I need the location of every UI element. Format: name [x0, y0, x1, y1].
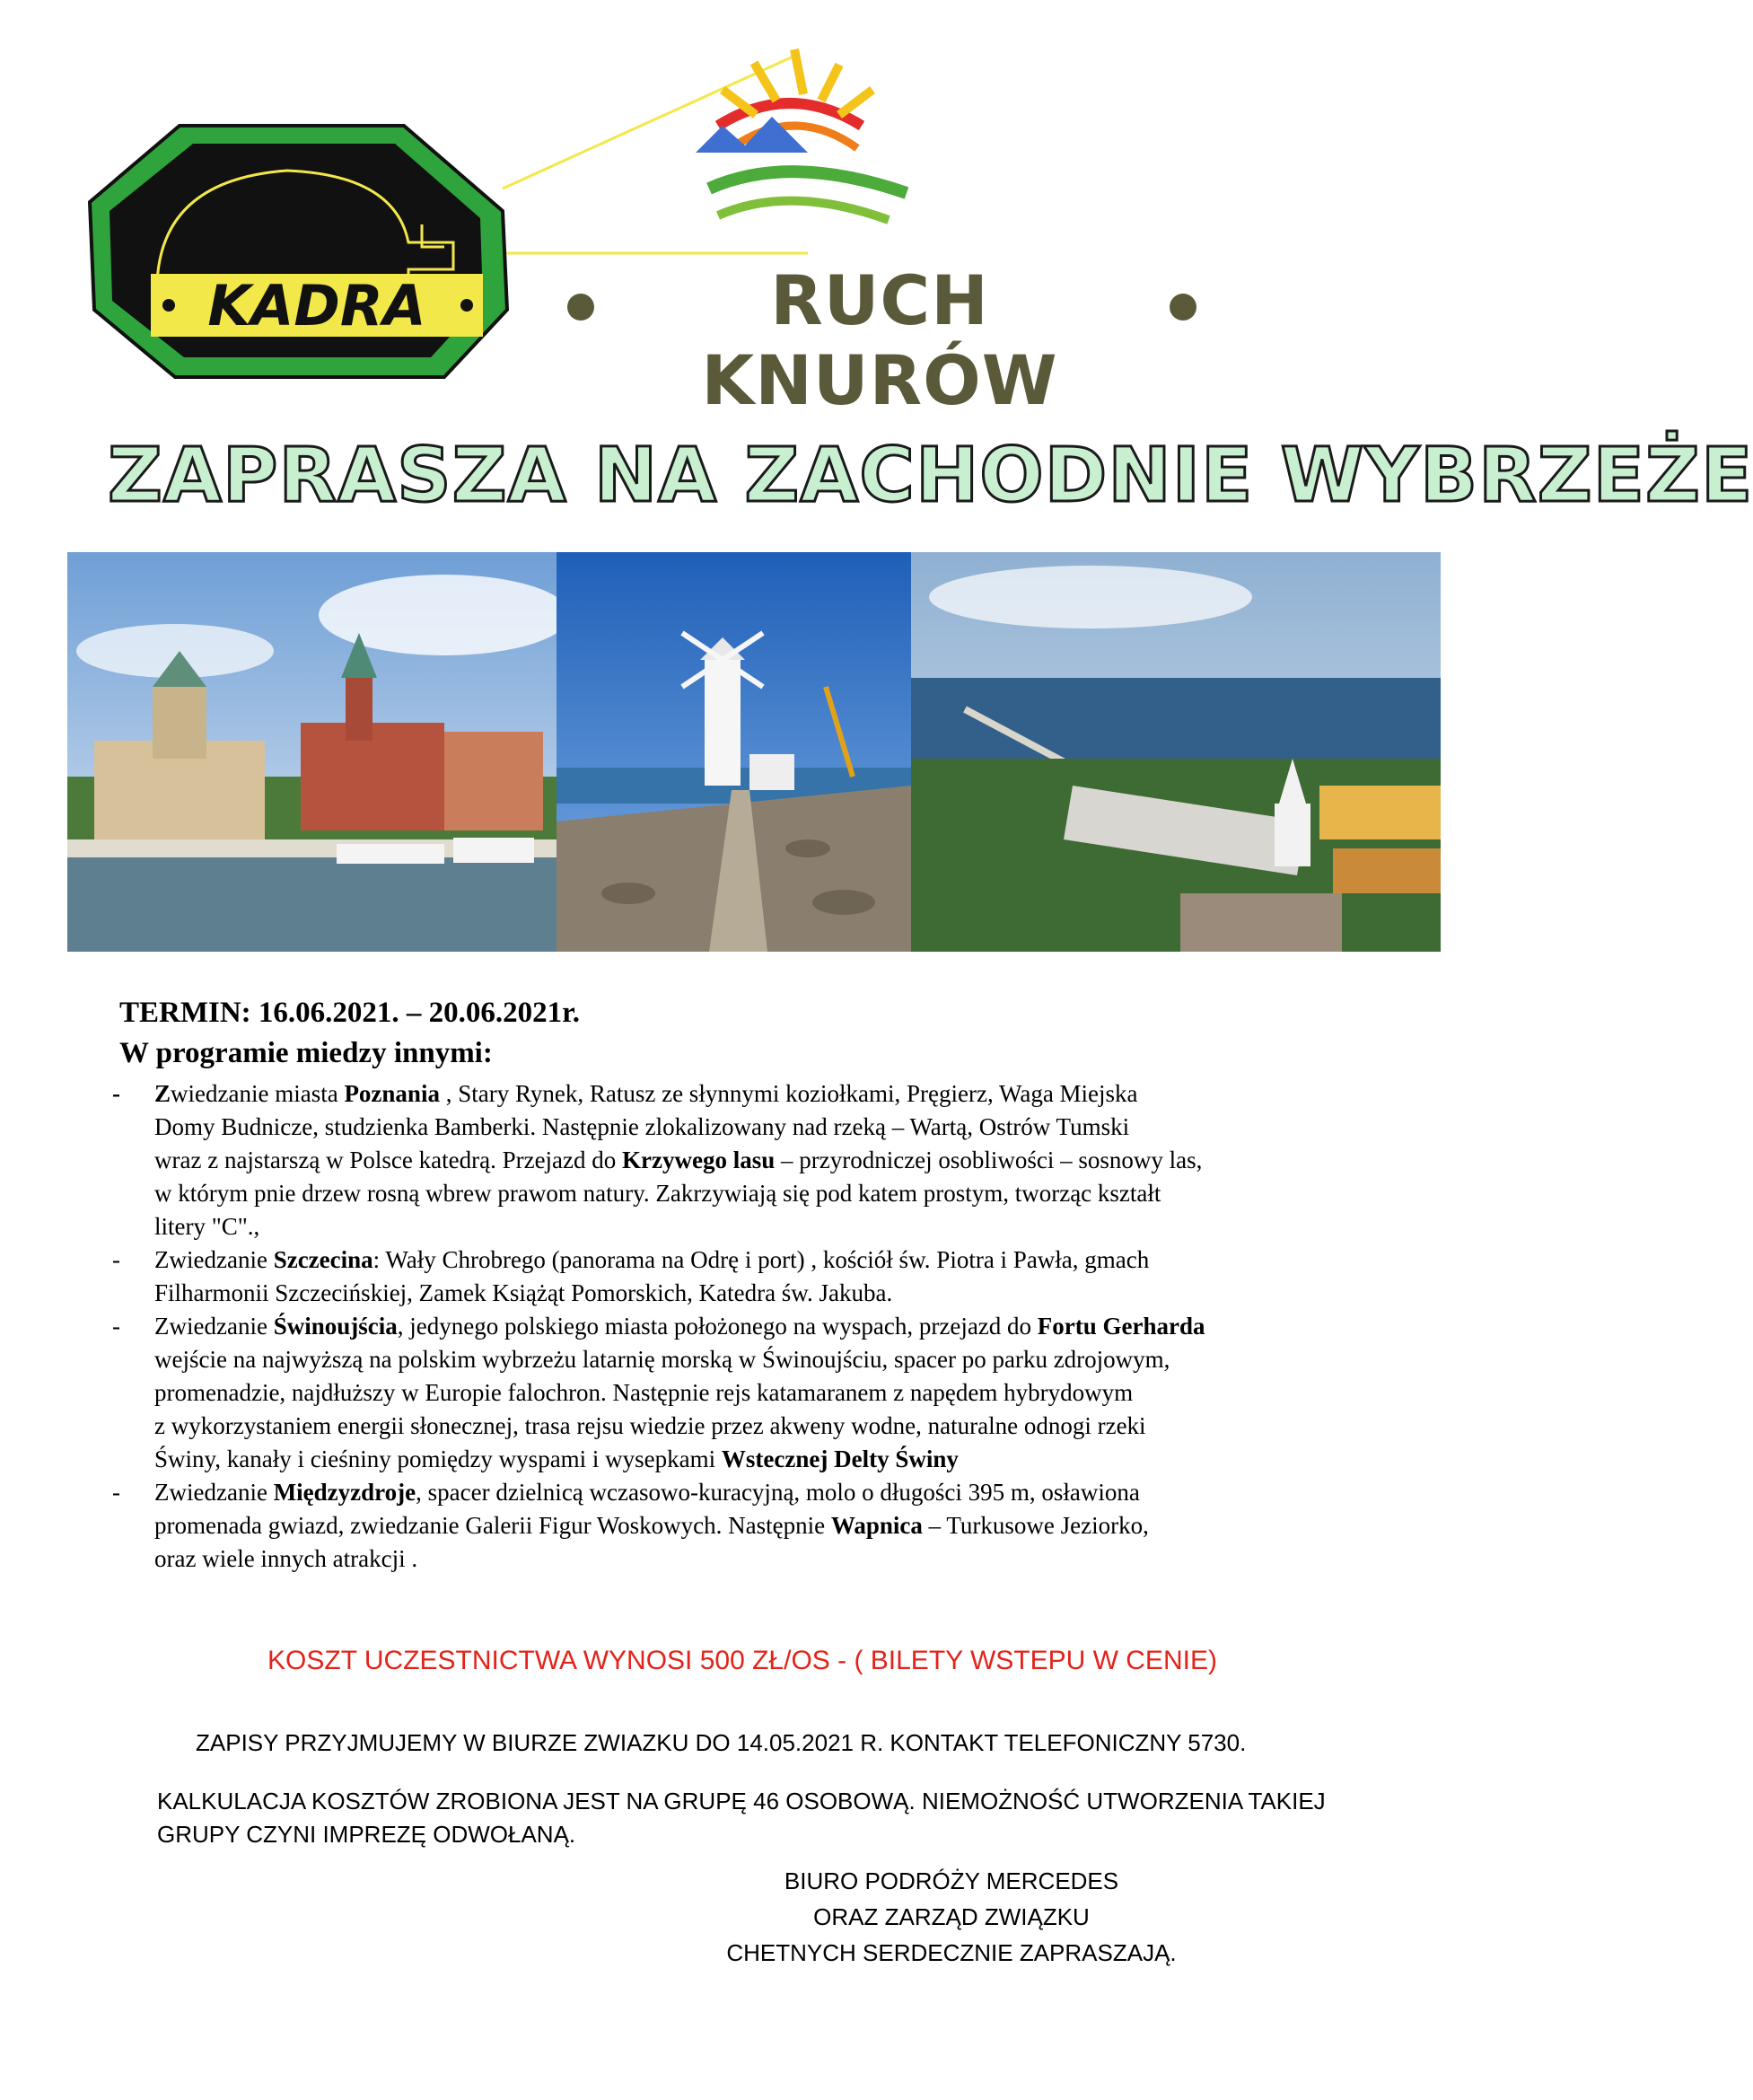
- program-item-line: Zwiedzanie miasta Poznania , Stary Rynek, Ratusz ze słynnymi koziołkami, Pręgierz, Waga Miejska: [154, 1080, 1138, 1107]
- program-item-line: Zwiedzanie Międzyzdroje, spacer dzielnicą wczasowo-kuracyjną, molo o długości 395 m, osławiona: [154, 1479, 1140, 1506]
- program-item-line: wraz z najstarszą w Polsce katedrą. Przejazd do Krzywego lasu – przyrodniczej osobliwości – sosnowy las,: [154, 1147, 1203, 1173]
- org-name: RUCH KNURÓW: [701, 260, 1058, 420]
- list-dash: -: [112, 1246, 120, 1273]
- program-item-line: z wykorzystaniem energii słonecznej, trasa rejsu wiedzie przez akweny wodne, naturalne odnogi rzeki: [154, 1412, 1146, 1439]
- program-item-line: litery "C".,: [154, 1213, 260, 1240]
- program-item-line: Filharmonii Szczecińskiej, Zamek Książąt Pomorskich, Katedra św. Jakuba.: [154, 1279, 893, 1306]
- headline: ZAPRASZA NA ZACHODNIE WYBRZEŻE: [108, 431, 1753, 519]
- program-item-line: promenada gwiazd, zwiedzanie Galerii Figur Woskowych. Następnie Wapnica – Turkusowe Jeziorko,: [154, 1512, 1149, 1539]
- signature-line: BIURO PODRÓŻY MERCEDES: [784, 1867, 1119, 1894]
- program-item: [108, 1077, 1445, 1243]
- program-item-line: wejście na najwyższą na polskim wybrzeżu latarnię morską w Świnoujściu, spacer po parku zdrojowym,: [154, 1346, 1170, 1373]
- cost-notice: KOSZT UCZESTNICTWA WYNOSI 500 ZŁ/OS - ( BILETY WSTEPU W CENIE): [267, 1646, 1217, 1675]
- enrollment-notice: ZAPISY PRZYJMUJEMY W BIURZE ZWIAZKU DO 14.05.2021 R. KONTAKT TELEFONICZNY 5730.: [196, 1729, 1247, 1756]
- signature: [709, 1863, 1194, 1971]
- photo-miedzyzdroje-molo: [911, 552, 1441, 952]
- calculation-notice: [157, 1785, 1414, 1851]
- signature-line: ORAZ ZARZĄD ZWIĄZKU: [813, 1903, 1090, 1930]
- program-item: [108, 1310, 1445, 1476]
- sun-mountain-logo: [696, 49, 907, 220]
- list-dash: -: [112, 1080, 120, 1107]
- program-item-line: Świny, kanały i cieśniny pomiędzy wyspami i wysepkami Wstecznej Delty Świny: [154, 1445, 959, 1472]
- trip-dates: TERMIN: 16.06.2021. – 20.06.2021r.: [119, 997, 581, 1029]
- program-title: W programie miedzy innymi:: [119, 1037, 493, 1069]
- photo-swinoujscie-stawa-mlyny: [557, 552, 911, 952]
- calculation-line: KALKULACJA KOSZTÓW ZROBIONA JEST NA GRUPĘ 46 OSOBOWĄ. NIEMOŻNOŚĆ UTWORZENIA TAKIEJ: [157, 1788, 1326, 1814]
- program-items: [108, 1077, 1445, 1576]
- calculation-line: GRUPY CZYNI IMPREZĘ ODWOŁANĄ.: [157, 1821, 576, 1848]
- program-item-line: w którym pnie drzew rosną wbrew prawom natury. Zakrzywiają się pod katem prostym, tworząc kształt: [154, 1180, 1161, 1207]
- program-item-line: Domy Budnicze, studzienka Bamberki. Następnie zlokalizowany nad rzeką – Wartą, Ostrów Tumski: [154, 1113, 1130, 1140]
- signature-line: CHETNYCH SERDECZNIE ZAPRASZAJĄ.: [726, 1939, 1177, 1966]
- kadra-logo-text: KADRA: [207, 273, 426, 338]
- program-item-line: oraz wiele innych atrakcji .: [154, 1545, 418, 1572]
- list-dash: -: [112, 1313, 120, 1340]
- photo-szczecin-waly-chrobrego: [67, 552, 557, 952]
- program-item: [108, 1476, 1445, 1576]
- program-item: [108, 1243, 1445, 1310]
- list-dash: -: [112, 1479, 120, 1506]
- program-item-line: promenadzie, najdłuższy w Europie falochron. Następnie rejs katamaranem z napędem hybrydowym: [154, 1379, 1134, 1406]
- program-item-line: Zwiedzanie Świnoujścia, jedynego polskiego miasta położonego na wyspach, przejazd do Fortu Gerharda: [154, 1313, 1205, 1340]
- program-item-line: Zwiedzanie Szczecina: Wały Chrobrego (panorama na Odrę i port) , kościół św. Piotra i Pawła, gmach: [154, 1246, 1150, 1273]
